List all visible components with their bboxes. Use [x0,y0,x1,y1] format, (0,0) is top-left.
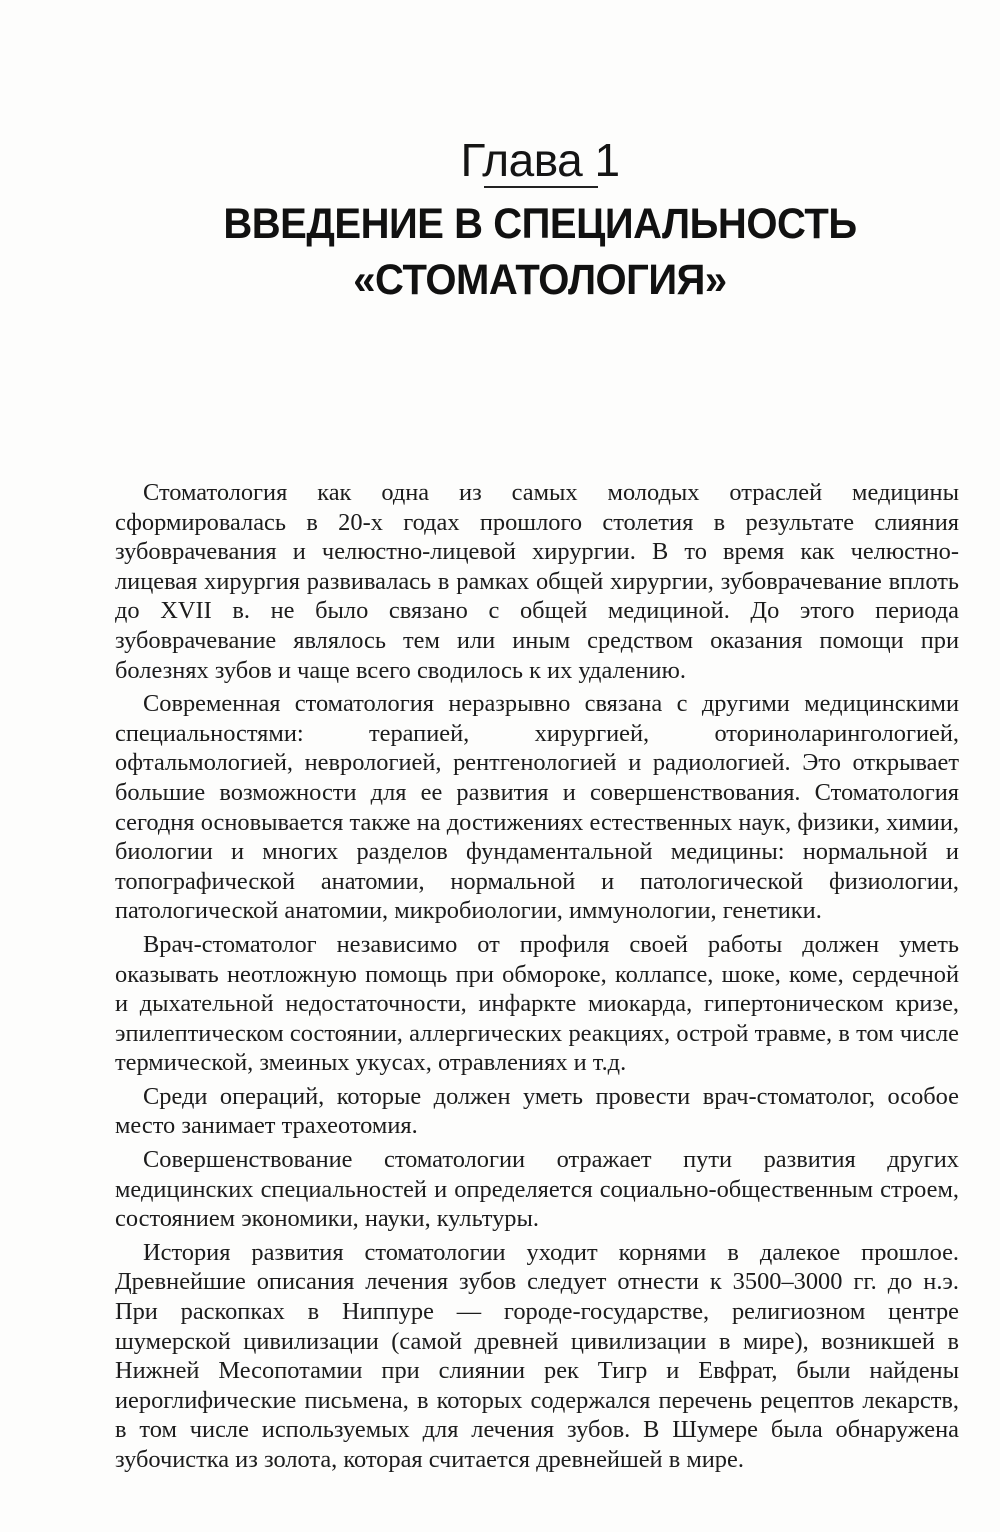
paragraph: Врач-стоматолог независимо от профиля своей работы должен уметь оказывать неотложную помощь при обмороке, коллапсе, шоке, коме, сердечной и дыхательной недостаточности, инфаркте миокарда, гипертоническом кризе, эпилептическом состоянии, аллергических реакциях, острой травме, в том числе термической, змеиных укусах, отравлениях и т.д. [115,930,959,1077]
chapter-underline [484,186,598,188]
chapter-title-line-1: ВВЕДЕНИЕ В СПЕЦИАЛЬНОСТЬ [223,200,857,248]
paragraph: Стоматология как одна из самых молодых отраслей медицины сформировалась в 20-х годах прошлого столетия в результате слияния зубоврачевания и челюстно-лицевой хирургии. В то время как челюстно-лицевая хирургия развивалась в рамках общей хирургии, зубоврачевание вплоть до XVII в. не было связано с общей медициной. До этого периода зубоврачевание являлось тем или иным средством оказания помощи при болезнях зубов и чаще всего сводилось к их удалению. [115,479,959,684]
paragraph: Совершенствование стоматологии отражает пути развития других медицинских специальностей и определяется социально-общественным строем, состоянием экономики, науки, культуры. [115,1146,959,1233]
paragraph: История развития стоматологии уходит корнями в далекое прошлое. Древнейшие описания лечения зубов следует отнести к 3500–3000 гг. до н.э. При раскопках в Ниппуре — городе-государстве, религиозном центре шумерской цивилизации (самой древней цивилизации в мире), возникшей в Нижней Месопотамии при слиянии рек Тигр и Евфрат, были найдены иероглифические письмена, в которых содержался перечень рецептов лекарств, в том числе используемых для лечения зубов. В Шумере была обнаружена зубочистка из золота, которая считается древнейшей в мире. [115,1238,959,1473]
body-text [115,478,959,1479]
chapter-title [38,196,1000,308]
chapter-label: Глава 1 [460,134,620,186]
paragraph: Среди операций, которые должен уметь провести врач-стоматолог, особое место занимает трахеотомия. [115,1082,959,1140]
chapter-title-line-2: «СТОМАТОЛОГИЯ» [353,256,727,304]
paragraph: Современная стоматология неразрывно связана с другими медицинскими специальностями: терапией, хирургией, оториноларингологией, офтальмологией, неврологией, рентгенологией и радиологией. Это открывает большие возможности для ее развития и совершенствования. Стоматология сегодня основывается также на достижениях естественных наук, физики, химии, биологии и многих разделов фундаментальной медицины: нормальной и топографической анатомии, нормальной и патологической физиологии, патологической анатомии, микробиологии, иммунологии, генетики. [115,690,959,925]
